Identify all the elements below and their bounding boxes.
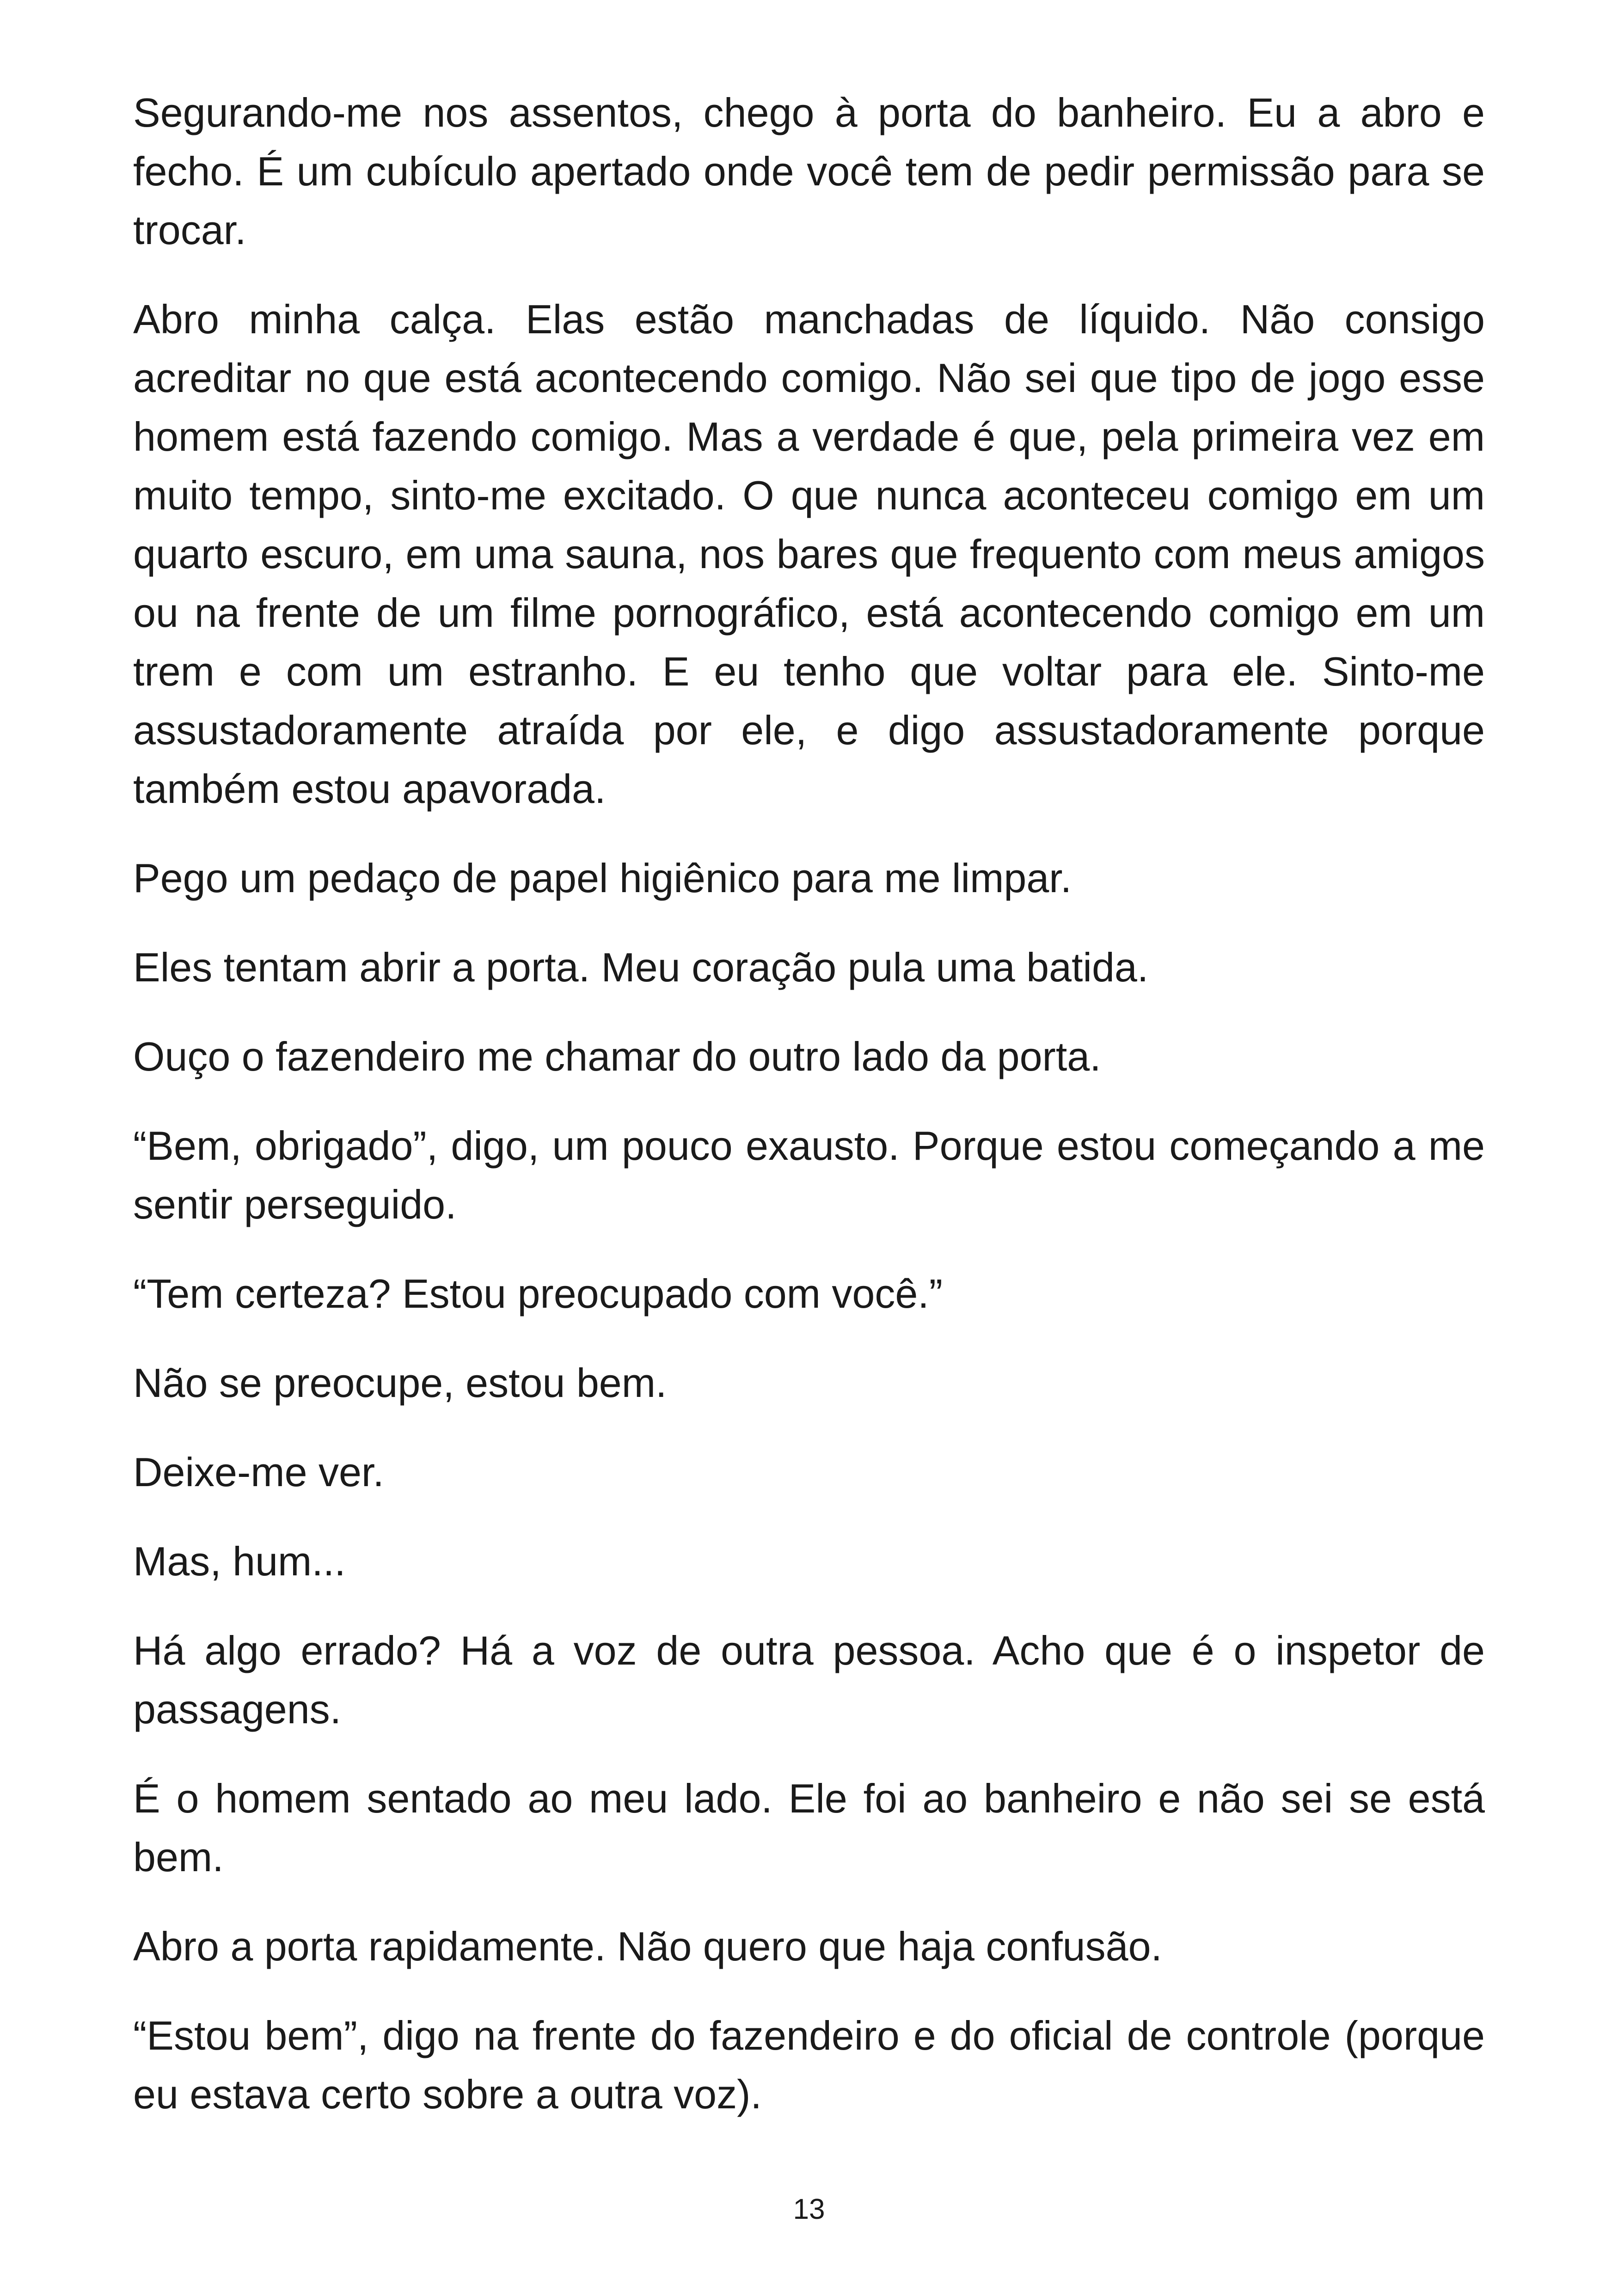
paragraph: Pego um pedaço de papel higiênico para me limpar.	[133, 855, 1072, 901]
page-number: 13	[793, 2193, 825, 2225]
paragraph: Segurando-me nos assentos, chego à porta do banheiro. Eu a abro e fecho. É um cubículo apertado onde você tem de pedir permissão para se trocar.	[133, 90, 1485, 253]
paragraph: Eles tentam abrir a porta. Meu coração pula uma batida.	[133, 944, 1149, 990]
paragraph: “Tem certeza? Estou preocupado com você.”	[133, 1271, 943, 1316]
paragraph: “Bem, obrigado”, digo, um pouco exausto. Porque estou começando a me sentir perseguido.	[133, 1123, 1485, 1227]
paragraph: “Estou bem”, digo na frente do fazendeiro e do oficial de controle (porque eu estava certo sobre a outra voz).	[133, 2013, 1485, 2117]
paragraph: Abro a porta rapidamente. Não quero que haja confusão.	[133, 1923, 1162, 1969]
page-body	[133, 83, 1485, 2154]
paragraph: Mas, hum...	[133, 1538, 346, 1584]
paragraph: É o homem sentado ao meu lado. Ele foi ao banheiro e não sei se está bem.	[133, 1776, 1485, 1880]
paragraph: Abro minha calça. Elas estão manchadas de líquido. Não consigo acreditar no que está acontecendo comigo. Não sei que tipo de jogo esse homem está fazendo comigo. Mas a verdade é que, pela primeira vez em muito tempo, sinto-me excitado. O que nunca aconteceu comigo em um quarto escuro, em uma sauna, nos bares que frequento com meus amigos ou na frente de um filme pornográfico, está acontecendo comigo em um trem e com um estranho. E eu tenho que voltar para ele. Sinto-me assustadoramente atraída por ele, e digo assustadoramente porque também estou apavorada.	[133, 296, 1485, 812]
paragraph: Não se preocupe, estou bem.	[133, 1360, 667, 1406]
paragraph: Há algo errado? Há a voz de outra pessoa. Acho que é o inspetor de passagens.	[133, 1628, 1485, 1732]
paragraph: Ouço o fazendeiro me chamar do outro lado da porta.	[133, 1034, 1101, 1079]
paragraph: Deixe-me ver.	[133, 1449, 384, 1495]
